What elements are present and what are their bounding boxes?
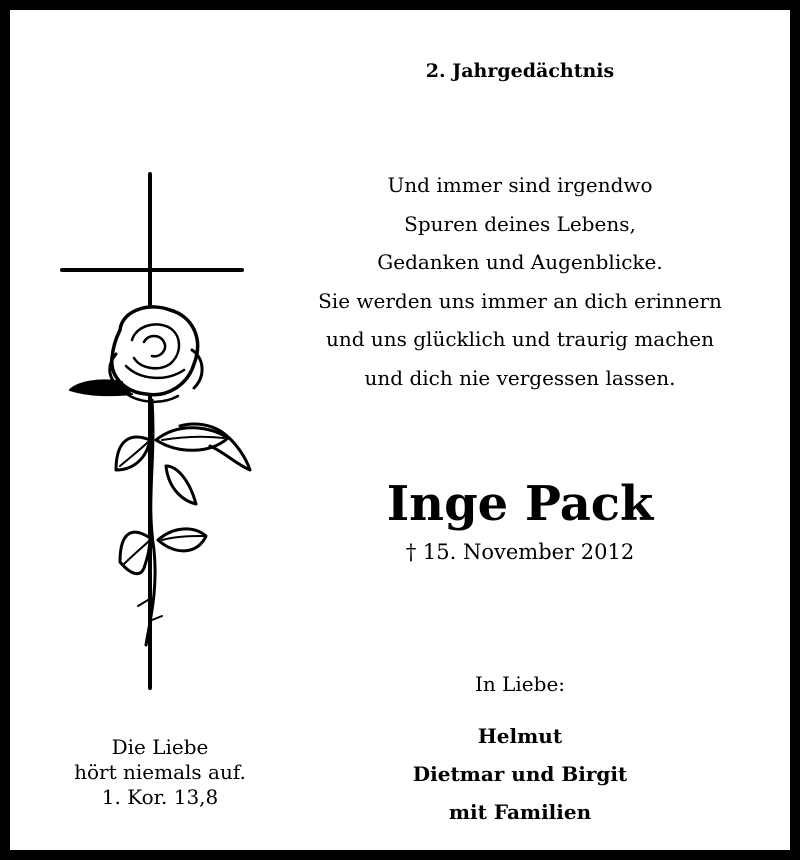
mourner-name: Dietmar und Birgit [412,762,628,786]
verse-line: hört niemals auf. [74,760,246,784]
deceased-name: Inge Pack [386,476,654,532]
poem-line: Sie werden uns immer an dich erinnern [318,288,722,313]
poem-line: Gedanken und Augenblicke. [377,250,663,274]
cross-with-rose-icon [60,170,260,700]
poem [300,166,740,397]
poem-line: und uns glücklich und traurig machen [325,327,715,351]
poem-line: Spuren deines Lebens, [404,211,636,236]
verse-line: Die Liebe [111,735,209,759]
mourner-list [380,717,660,831]
mourner-name: mit Familien [448,800,592,824]
verse-line: 1. Kor. 13,8 [101,785,219,809]
in-love-label: In Liebe: [474,672,566,696]
poem-line: und dich nie vergessen lassen. [364,365,676,390]
poem-line: Und immer sind irgendwo [387,173,653,197]
bible-verse [50,735,270,810]
anniversary-heading: 2. Jahrgedächtnis [425,60,615,82]
death-date: † 15. November 2012 [405,540,635,564]
mourner-name: Helmut [477,724,563,748]
